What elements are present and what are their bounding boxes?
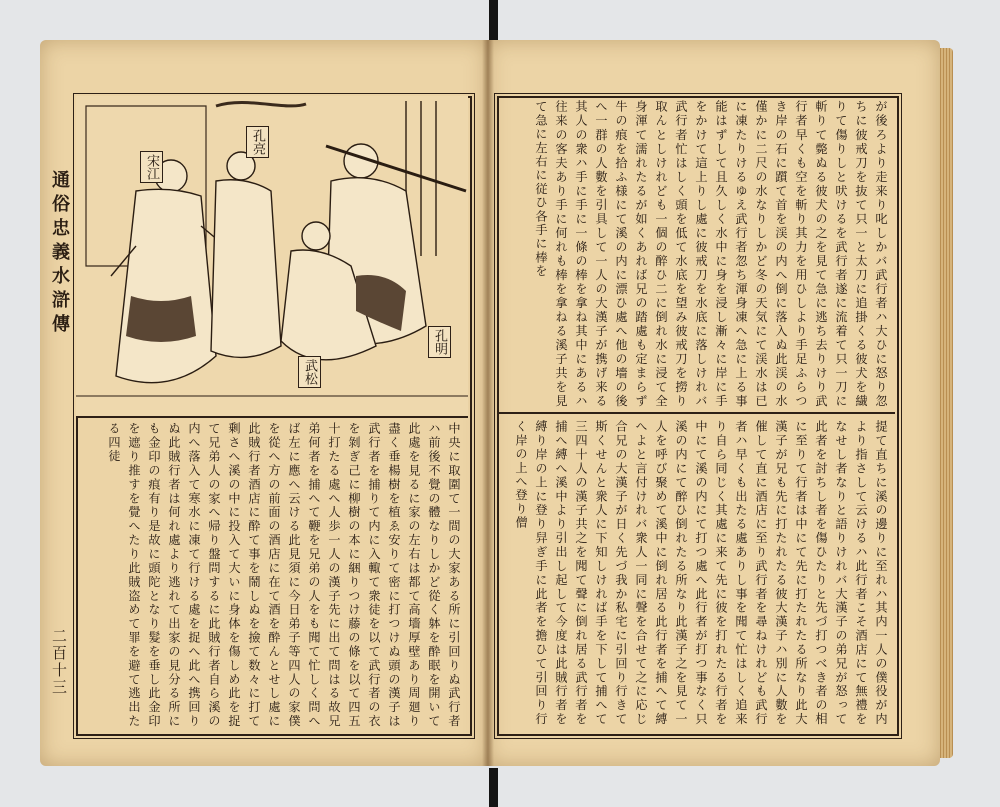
open-book xyxy=(40,40,950,766)
bookmark-ribbon-top xyxy=(489,0,498,40)
right-lower-text: 提て直ちに溪の邊りに至れハ其内一人の僕役が内より指さして云けるハ此行者こそ酒店にて無禮をなせし者なりと語りけれバ大漢子の弟兄が怒って此者を討ちし者を傷ひたりと先づ打つべき者の相に至りて行者は中にて先に打たれたる所なり此大漢子が兄も先に打たれたる彼大漢子ハ別に人數を催して直に酒店に至り武行者を尋ねけれども武行者ハ早くも出たる處ありし事を聞て忙はしく追来り自ら同じく其處に来て先に彼を打れたる行者を中にて溪の内にて打つ處へ此行者が打つ事なく只溪の内にて醉ひ倒れたる所なり此漢子之を見て一人を呼び聚めて溪中に倒れ居る此行者を捕へて縛へよと言付けれバ衆人一同に聲を合せて之に応じ合兄の大漢子が日く先づ我か私宅に引回り行きて斯くせんと衆人に下知しければ手を下して捕へて三四十人の漢子共之を聞て聲に倒れ居る武行者を捕へ縛へ溪中より引出し起して今度は此賊行者を縛り岸の上に登り舁ぎ手に此者を擔ひて引回り行く岸の上へ登り僧 xyxy=(514,420,888,726)
label-kong-ming: 孔明 xyxy=(428,326,451,358)
book-spine xyxy=(482,40,494,766)
label-song-jiang: 宋江 xyxy=(140,151,163,183)
illustration-drawing xyxy=(76,96,468,416)
label-kong-liang: 孔亮 xyxy=(246,126,269,158)
frame-divider xyxy=(499,412,895,414)
woodblock-illustration xyxy=(76,96,468,418)
page-number: 二百十三 xyxy=(50,628,68,696)
right-upper-text: が後ろより走来り叱しかバ武行者ハ大ひに怒り忽ちに彼戒刀を抜て只一と太刀に追掛くる彼犬を繊りて傷りしと吠けるを武行者遂に流着て只一刀に斬りて斃ぬる彼犬の之を見て急に逃ち去りけり武行者早くも空を斬り其力を用ひしより手足ふらつき岸の石に躓て首を渓の内へ倒に落入ぬ此渓の水僅かに二尺の水なりしかど冬の天気にて渓水は已に凍たりけるゆえ武行者忽ち渾身凍へ急に上る事能はずして且久しく水中に身を浸し漸々に岸に手をかけて這上りし處に彼戒刀を水底に落しけれバ武行者忙はしく頭を低て水底を望み彼戒刀を撈り取んとしけれども一個の醉ひ二に倒れ水に浸て全身渾て濡れたるが如くあれば兄の踏處も定まらず牛の痕を拾ふ様にて溪の内に漂ひ處へ他の墻の後へ一群の人數を引具して一人の大漢子が携げ来る其人の衆ハ手に手に一條の棒を拿ね其中にあるハ往来の客夫あり手に何れも棒を拿ねる溪子共を見て急に左右に従ひ各手に棒を xyxy=(534,100,888,408)
label-wu-song: 武松 xyxy=(298,356,321,388)
left-page xyxy=(40,40,487,766)
left-lower-text: 中央に取圍て一間の大家ある所に引回りぬ武行者ハ前後不覺の體なりしかど從く躰を酔眠を開いて此處を見るに家の左右は都て高墻厚壁あり周廻り盡く垂楊樹を植ゑ安りて密に打つけぬ頭の漢子は武行者を捕りて内に入輙て衆徒を以て武行者の衣を剝ぎ己に柳樹の本に綑りつけ藤の條を以て四五十打たる處へ人歩一人の漢子先に出て問はる故兄弟何者を捕へて鞭を兄弟の人をも聞て忙しく問へば左に應へ云ける此見須に今日弟子等四人の家僕を從へ方の前面の酒店に在て酒を酔んとせし處に此賊行者酒店に酔て事を鬧しぬを撿て数々に打て剰さへ溪の中に投入て大いに身体を傷しめ此を捉て兄弟人の家へ帰り盤問するに此賊行者自ら溪の内へ落入て寒水に凍て行ける處を捉へ此へ携回りぬ此賊行者は何れ處より逃れて出家の見分る所にも金印の痕有り是故に頭陀となり髮を垂し此金印を遮り推すを覺へたり此賊盗めて罪を避て逃出たる四徒 xyxy=(107,422,461,728)
bookmark-ribbon-bottom xyxy=(489,768,498,807)
right-page xyxy=(487,40,940,766)
running-title: 通俗忠義水滸傳 xyxy=(49,170,70,338)
